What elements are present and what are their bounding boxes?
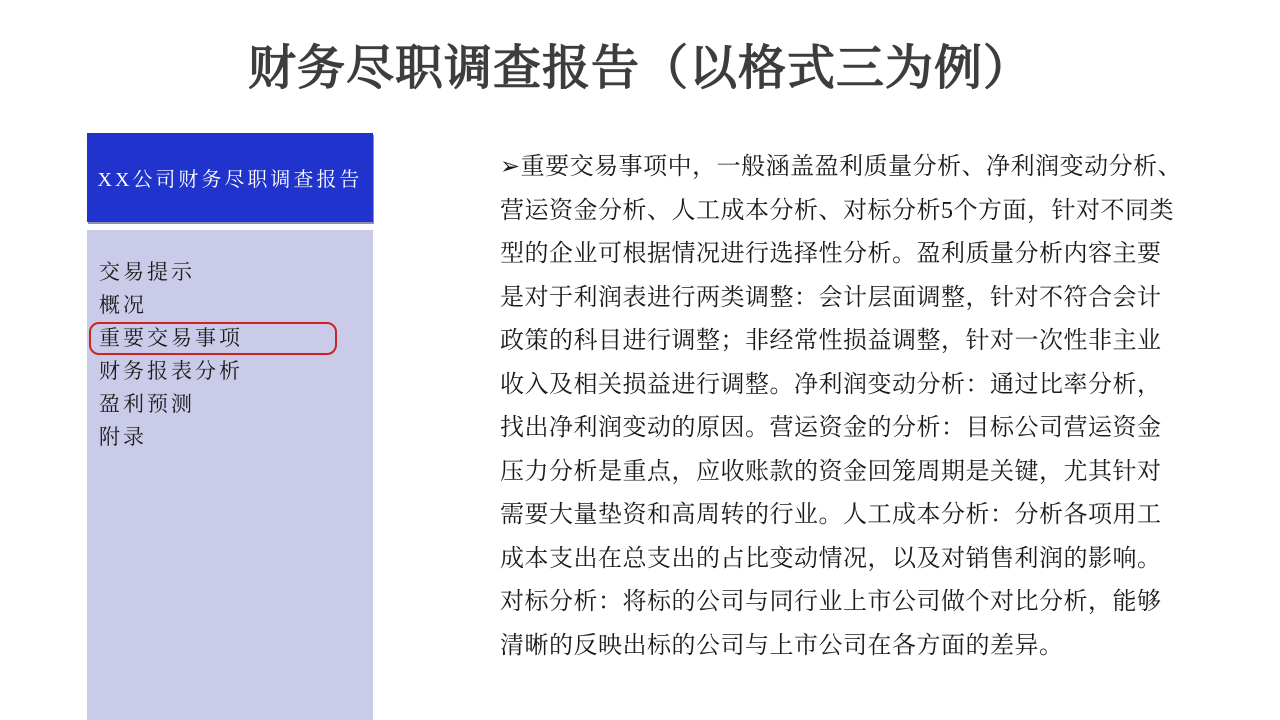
sidebar-item-appendix[interactable]: 附录 [99,425,147,449]
sidebar-header [87,133,373,222]
text-line: 找出净利润变动的原因。营运资金的分析：目标公司营运资金 [500,415,1162,441]
sidebar-item-overview[interactable]: 概况 [99,293,147,317]
sidebar [87,133,373,720]
sidebar-item-profit-forecast[interactable]: 盈利预测 [99,392,195,416]
text-line: 对标分析：将标的公司与同行业上市公司做个对比分析，能够 [500,589,1162,615]
sidebar-item-transaction-notes[interactable]: 交易提示 [99,260,195,284]
sidebar-item-financial-statement-analysis[interactable]: 财务报表分析 [99,359,243,383]
text-line: 成本支出在总支出的占比变动情况，以及对销售利润的影响。 [500,545,1162,572]
text-line: 收入及相关损益进行调整。净利润变动分析：通过比率分析， [500,371,1162,398]
text-line: 需要大量垫资和高周转的行业。人工成本分析：分析各项用工 [500,502,1162,528]
text-line: 营运资金分析、人工成本分析、对标分析5个方面，针对不同类 [500,197,1174,224]
text-line: 政策的科目进行调整；非经常性损益调整，针对一次性非主业 [500,328,1162,354]
sidebar-menu [87,230,373,720]
page-title: 财务尽职调查报告（以格式三为例） [247,42,1032,95]
sidebar-item-important-transactions[interactable]: 重要交易事项 [89,322,337,355]
sidebar-header-label: XX公司财务尽职调查报告 [97,169,363,191]
text-line: 压力分析是重点，应收账款的资金回笼周期是关键，尤其针对 [500,458,1162,485]
text-line: 是对于利润表进行两类调整：会计层面调整，针对不符合会计 [500,284,1162,311]
text-line: ➢重要交易事项中，一般涵盖盈利质量分析、净利润变动分析、 [500,154,1183,180]
text-line: 清晰的反映出标的公司与上市公司在各方面的差异。 [500,632,1064,659]
body-paragraph [500,146,1200,668]
text-line: 型的企业可根据情况进行选择性分析。盈利质量分析内容主要 [500,241,1162,267]
